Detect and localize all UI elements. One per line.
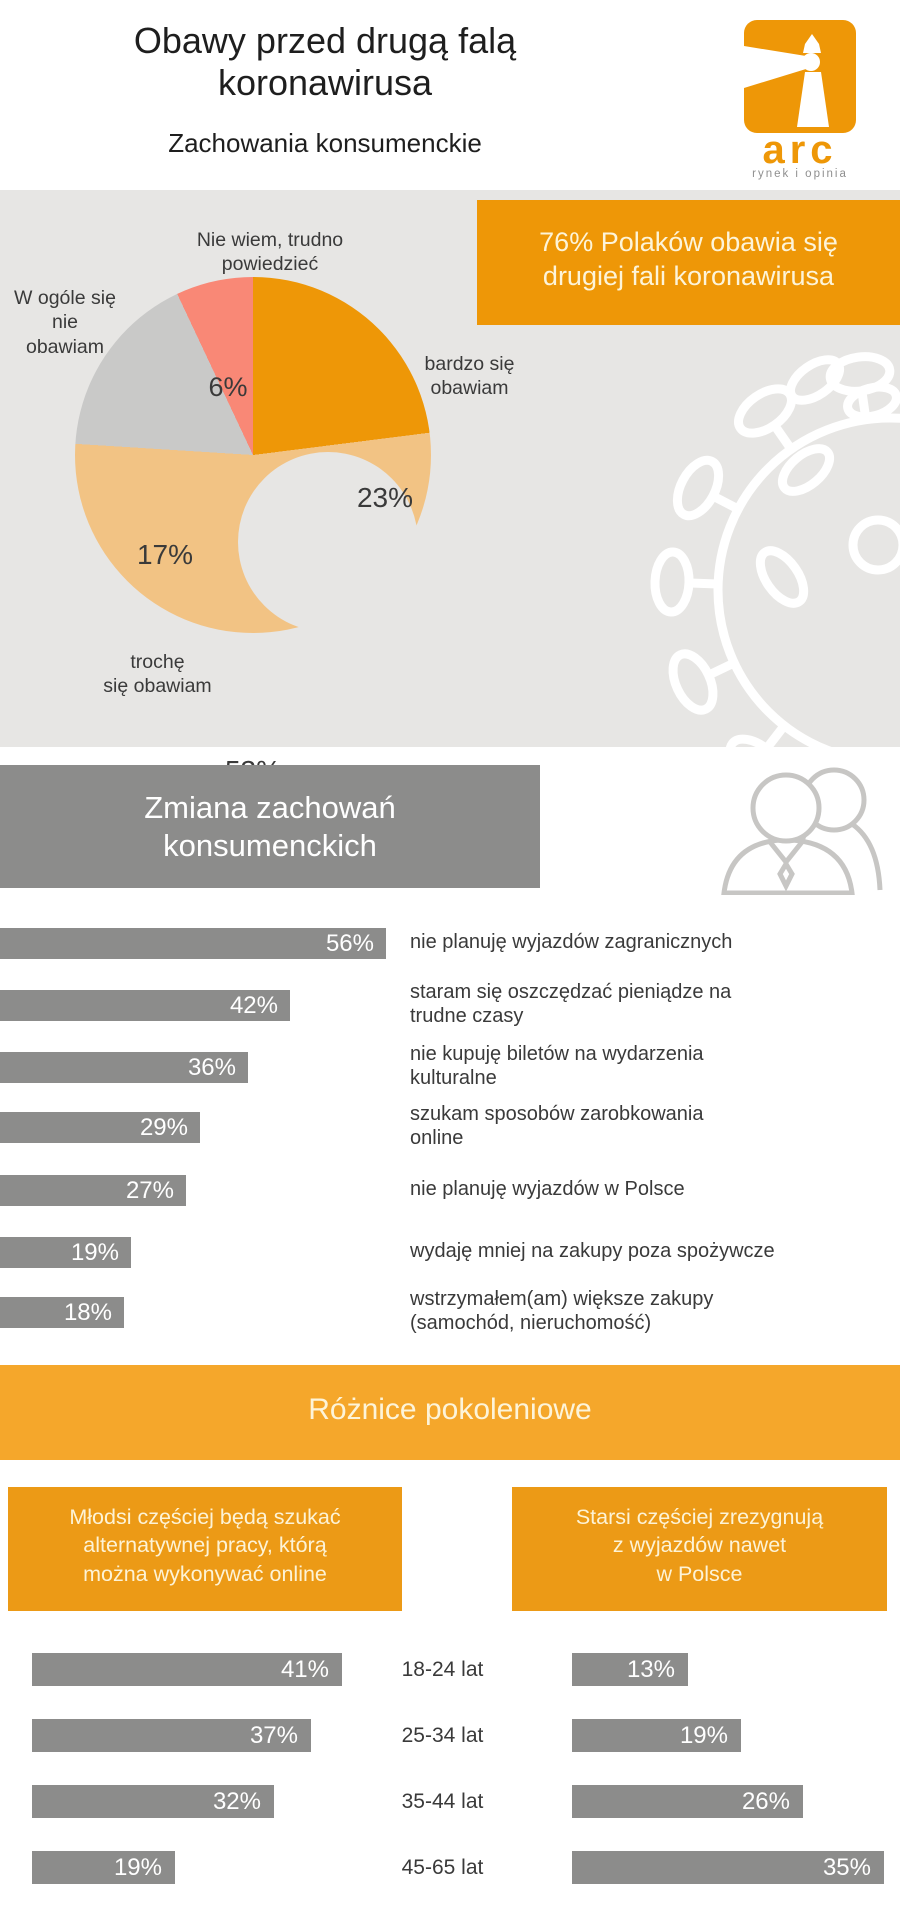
bar-value-label: 19% — [70, 1239, 119, 1266]
donut-label-very: bardzo się obawiam — [424, 353, 515, 400]
bar-label: nie kupuję biletów na wydarzenia kulturalne — [410, 1043, 704, 1089]
bar-value-label: 42% — [229, 992, 278, 1019]
older-bar-row — [572, 1653, 688, 1686]
bar-label: wydaję mniej na zakupy poza spożywcze — [410, 1240, 775, 1263]
age-label: 18-24 lat — [401, 1658, 484, 1681]
fear-panel — [0, 190, 900, 747]
bar-row — [0, 990, 290, 1021]
bar-value-label: 26% — [741, 1788, 790, 1815]
bar-value-label: 27% — [125, 1177, 174, 1204]
page-title — [10, 20, 640, 105]
donut-hole — [238, 452, 418, 632]
bar-row — [0, 1112, 200, 1143]
highlight-line1: 76% Polaków obawia się — [539, 227, 838, 257]
bar-label: wstrzymałem(am) większe zakupy (samochód, nieruchomość) — [410, 1288, 714, 1334]
bar-row — [0, 1297, 124, 1328]
bar-label: nie planuję wyjazdów w Polsce — [410, 1178, 685, 1201]
bar-value-label: 56% — [325, 930, 374, 957]
bar-value-label: 18% — [63, 1299, 112, 1326]
bar-row — [0, 928, 386, 959]
slice-value-very: 23% — [356, 482, 414, 513]
arc-logo-tagline: rynek i opinia — [752, 168, 848, 180]
page-title-line2: koronawirusa — [217, 62, 433, 104]
bar-value-label: 41% — [280, 1656, 329, 1683]
generation-right-box: Starsi częściej zrezygnują z wyjazdów nawet w Polsce — [512, 1487, 887, 1611]
bar-value-label: 32% — [212, 1788, 261, 1815]
younger-bar-row — [32, 1653, 342, 1686]
bar-value-label: 37% — [249, 1722, 298, 1749]
people-icon — [700, 760, 900, 895]
younger-bar-row — [32, 1719, 311, 1752]
behavior-section-heading: Zmiana zachowań konsumenckich — [0, 765, 540, 888]
age-label: 25-34 lat — [401, 1724, 484, 1747]
age-label: 45-65 lat — [401, 1856, 484, 1879]
bar-label: staram się oszczędzać pieniądze na trudne czasy — [410, 981, 732, 1027]
donut-label-unknown: Nie wiem, trudno powiedzieć — [196, 229, 344, 276]
bar-label: nie planuję wyjazdów zagranicznych — [410, 931, 733, 954]
generation-banner: Różnice pokoleniowe — [0, 1365, 900, 1460]
bar-value-label: 36% — [187, 1054, 236, 1081]
lighthouse-icon — [744, 20, 856, 133]
older-bar-row — [572, 1851, 884, 1884]
bar-value-label: 35% — [822, 1854, 871, 1881]
slice-value-unknown: 6% — [208, 372, 248, 402]
bar-label: szukam sposobów zarobkowania online — [410, 1103, 704, 1149]
age-label: 35-44 lat — [401, 1790, 484, 1813]
older-bar-row — [572, 1785, 803, 1818]
page-title-line1: Obawy przed drugą falą — [133, 20, 517, 61]
older-bar-row — [572, 1719, 741, 1752]
bar-row — [0, 1237, 131, 1268]
bar-row — [0, 1175, 186, 1206]
bar-row — [0, 1052, 248, 1083]
bar-value-label: 29% — [139, 1114, 188, 1141]
arc-logo-wordmark: arc — [762, 128, 838, 172]
virus-icon — [610, 340, 900, 747]
bar-value-label: 19% — [679, 1722, 728, 1749]
bar-value-label: 19% — [113, 1854, 162, 1881]
slice-value-notatall: 17% — [136, 539, 194, 570]
arc-logo — [744, 20, 856, 133]
younger-bar-row — [32, 1851, 175, 1884]
generation-left-box: Młodsi częściej będą szukać alternatywnej pracy, którą można wykonywać online — [8, 1487, 402, 1611]
bar-value-label: 13% — [626, 1656, 675, 1683]
younger-bar-row — [32, 1785, 274, 1818]
donut-label-little: trochę się obawiam — [103, 651, 212, 698]
highlight-76-box — [477, 200, 900, 325]
donut-label-not-at-all: W ogóle się nie obawiam — [14, 287, 116, 358]
page-subtitle: Zachowania konsumenckie — [168, 128, 482, 158]
highlight-line2: drugiej fali koronawirusa — [542, 260, 835, 291]
